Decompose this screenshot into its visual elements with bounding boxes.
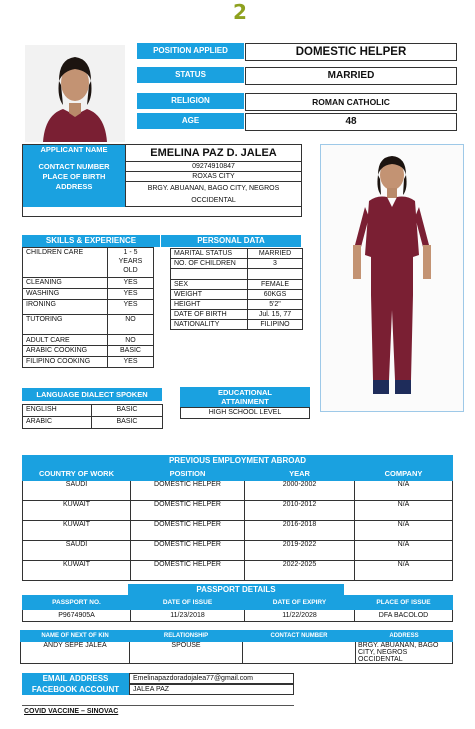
passport-title: PASSPORT DETAILS (128, 584, 344, 595)
table-row (171, 259, 303, 269)
kin-contact-number (243, 642, 356, 664)
facebook-value: JALEA PAZ (129, 684, 294, 695)
religion-label: RELIGION (137, 93, 244, 109)
country-cell: SAUDI (23, 481, 131, 501)
skills-table (22, 247, 154, 368)
age-label: AGE (137, 113, 244, 129)
company-cell: N/A (355, 561, 453, 581)
employment-title: PREVIOUS EMPLOYMENT ABROAD (22, 455, 453, 466)
table-row (23, 521, 453, 541)
table-row (171, 290, 303, 300)
company-cell: N/A (355, 521, 453, 541)
table-row (171, 300, 303, 310)
skill-name: TUTORING (23, 315, 108, 335)
table-header-row (21, 631, 453, 642)
column-header: COMPANY (355, 467, 453, 481)
skill-name: CHILDREN CARE (23, 248, 108, 278)
passport-number: P9674905A (23, 610, 131, 622)
language-level: BASIC (92, 417, 163, 429)
table-row (23, 610, 453, 622)
passport-expiry-date: 11/22/2028 (245, 610, 355, 622)
year-cell: 2019-2022 (245, 541, 355, 561)
applicant-fullbody-photo (320, 144, 464, 412)
company-cell: N/A (355, 541, 453, 561)
table-row (23, 289, 154, 300)
applicant-name-label: APPLICANT NAME (23, 145, 125, 162)
skill-value: NO (108, 335, 154, 346)
column-header: POSITION (131, 467, 245, 481)
table-row (23, 357, 154, 368)
table-row (171, 310, 303, 320)
skill-value: YES (108, 300, 154, 315)
personal-value: 5'2" (248, 300, 303, 310)
table-header-row (23, 467, 453, 481)
skill-name: FILIPINO COOKING (23, 357, 108, 368)
table-row (171, 249, 303, 259)
personal-data-table (170, 248, 303, 330)
skill-name: ARABIC COOKING (23, 346, 108, 357)
year-cell: 2016-2018 (245, 521, 355, 541)
applicant-name-value: EMELINA PAZ D. JALEA (125, 145, 301, 162)
age-value: 48 (245, 113, 457, 131)
column-header: DATE OF EXPIRY (245, 596, 355, 610)
table-row (23, 541, 453, 561)
table-row (23, 417, 163, 429)
table-row (171, 269, 303, 280)
position-cell: DOMESTIC HELPER (131, 481, 245, 501)
table-header-row (23, 596, 453, 610)
skills-title: SKILLS & EXPERIENCE (22, 235, 160, 247)
year-cell: 2000-2002 (245, 481, 355, 501)
table-row (23, 405, 163, 417)
position-cell: DOMESTIC HELPER (131, 541, 245, 561)
table-row (171, 320, 303, 330)
position-cell: DOMESTIC HELPER (131, 521, 245, 541)
column-header: PASSPORT NO. (23, 596, 131, 610)
table-row (23, 481, 453, 501)
place-of-birth-value: ROXAS CITY (125, 172, 301, 182)
country-cell: SAUDI (23, 541, 131, 561)
year-cell: 2022-2025 (245, 561, 355, 581)
personal-label: DATE OF BIRTH (171, 310, 248, 320)
table-row (23, 501, 453, 521)
position-cell: DOMESTIC HELPER (131, 561, 245, 581)
next-of-kin-table (20, 630, 453, 664)
headshot-image (25, 45, 125, 142)
personal-value: 60KGS (248, 290, 303, 300)
skill-name: WASHING (23, 289, 108, 300)
skill-name: CLEANING (23, 278, 108, 289)
column-header: DATE OF ISSUE (131, 596, 245, 610)
fullbody-image (321, 145, 463, 411)
divider (22, 705, 294, 706)
email-label: EMAIL ADDRESS (22, 673, 129, 684)
skill-value: 1 - 5 YEARS OLD (108, 248, 154, 278)
address-label: ADDRESS (23, 182, 125, 207)
table-row (21, 642, 453, 664)
covid-vaccine-note: COVID VACCINE – SINOVAC (24, 708, 119, 715)
position-cell: DOMESTIC HELPER (131, 501, 245, 521)
education-title: EDUCATIONAL ATTAINMENT (180, 387, 310, 407)
column-header: CONTACT NUMBER (243, 631, 356, 642)
table-row (23, 561, 453, 581)
contact-number-value: 09274910847 (125, 162, 301, 172)
personal-value: 3 (248, 259, 303, 269)
skill-value: YES (108, 289, 154, 300)
table-row (23, 335, 154, 346)
passport-table (22, 595, 453, 622)
page-number: 2 (233, 0, 247, 24)
employment-table (22, 466, 453, 581)
personal-label: SEX (171, 280, 248, 290)
company-cell: N/A (355, 501, 453, 521)
language-name: ENGLISH (23, 405, 92, 417)
column-header: COUNTRY OF WORK (23, 467, 131, 481)
column-header: RELATIONSHIP (130, 631, 243, 642)
table-row (23, 346, 154, 357)
personal-value: MARRIED (248, 249, 303, 259)
personal-data-title: PERSONAL DATA (161, 235, 301, 247)
personal-value: FEMALE (248, 280, 303, 290)
table-row (23, 248, 154, 278)
personal-value: FILIPINO (248, 320, 303, 330)
column-header: ADDRESS (356, 631, 453, 642)
personal-label: WEIGHT (171, 290, 248, 300)
personal-label: NATIONALITY (171, 320, 248, 330)
language-level: BASIC (92, 405, 163, 417)
contact-number-label: CONTACT NUMBER (23, 162, 125, 172)
kin-address: BRGY. ABUANAN, BAGO CITY, NEGROS OCCIDENTAL (356, 642, 453, 664)
table-row (23, 300, 154, 315)
country-cell: KUWAIT (23, 501, 131, 521)
column-header: PLACE OF ISSUE (355, 596, 453, 610)
email-value: Emelinapazdoradojalea77@gmail.com (129, 673, 294, 684)
kin-relationship: SPOUSE (130, 642, 243, 664)
position-label: POSITION APPLIED (137, 43, 244, 59)
table-row (171, 280, 303, 290)
position-value: DOMESTIC HELPER (245, 43, 457, 61)
passport-issue-date: 11/23/2018 (131, 610, 245, 622)
personal-label: NO. OF CHILDREN (171, 259, 248, 269)
skill-value: NO (108, 315, 154, 335)
applicant-headshot-photo (25, 45, 125, 142)
country-cell: KUWAIT (23, 521, 131, 541)
facebook-label: FACEBOOK ACCOUNT (22, 684, 129, 695)
column-header: YEAR (245, 467, 355, 481)
education-value: HIGH SCHOOL LEVEL (180, 407, 310, 419)
address-value: BRGY. ABUANAN, BAGO CITY, NEGROS OCCIDENTAL (125, 182, 301, 207)
personal-label: HEIGHT (171, 300, 248, 310)
language-name: ARABIC (23, 417, 92, 429)
skill-name: IRONING (23, 300, 108, 315)
table-row (23, 315, 154, 335)
skill-value: YES (108, 357, 154, 368)
personal-label: MARITAL STATUS (171, 249, 248, 259)
applicant-block (22, 144, 302, 217)
skill-value: YES (108, 278, 154, 289)
passport-place-of-issue: DFA BACOLOD (355, 610, 453, 622)
company-cell: N/A (355, 481, 453, 501)
status-value: MARRIED (245, 67, 457, 85)
religion-value: ROMAN CATHOLIC (245, 93, 457, 111)
personal-value: Jul. 15, 77 (248, 310, 303, 320)
table-row (23, 278, 154, 289)
year-cell: 2010-2012 (245, 501, 355, 521)
column-header: NAME OF NEXT OF KIN (21, 631, 130, 642)
kin-name: ANDY SEPE JALEA (21, 642, 130, 664)
place-of-birth-label: PLACE OF BIRTH (23, 172, 125, 182)
language-table (22, 404, 163, 429)
status-label: STATUS (137, 67, 244, 83)
skill-name: ADULT CARE (23, 335, 108, 346)
skill-value: BASIC (108, 346, 154, 357)
country-cell: KUWAIT (23, 561, 131, 581)
language-title: LANGUAGE DIALECT SPOKEN (22, 388, 162, 401)
